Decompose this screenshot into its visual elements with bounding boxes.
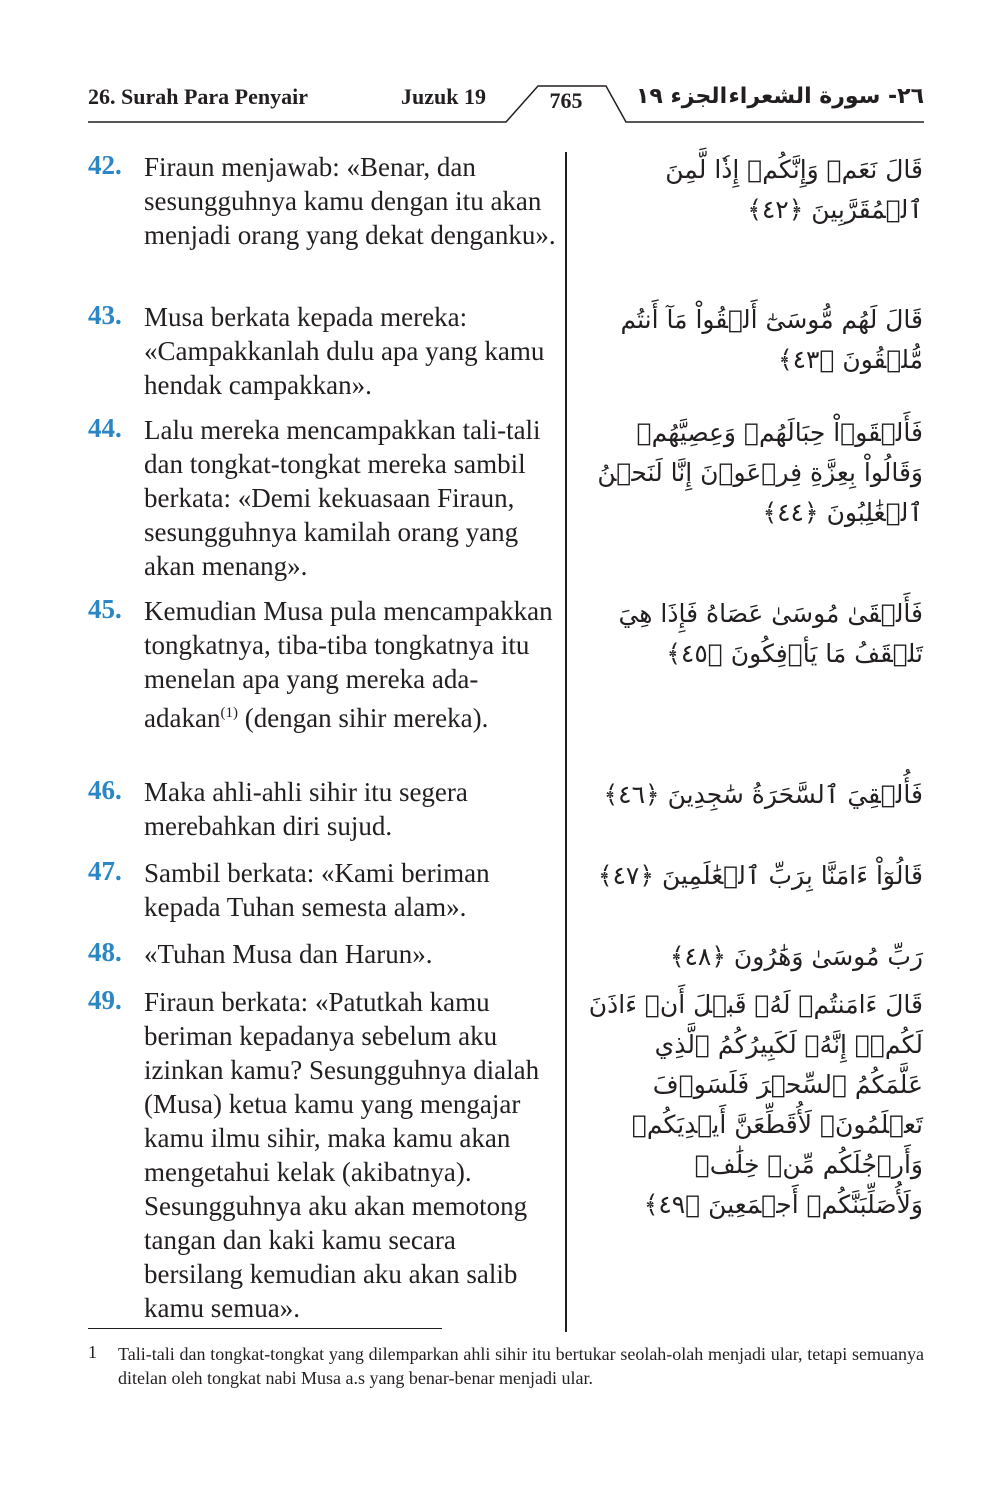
verse-44 [88, 413, 558, 583]
juzuk-label: Juzuk 19 [401, 84, 486, 109]
verse-number: 47. [88, 856, 122, 886]
verse-46-arabic: فَأُلۡقِيَ ٱلسَّحَرَةُ سَٰجِدِينَ ﴿٤٦﴾ [603, 780, 923, 809]
verse-47-arabic: قَالُوٓاْ ءَامَنَّا بِرَبِّ ٱلۡعَٰلَمِينَ ﴿٤٧﴾ [597, 861, 923, 890]
verse-43-arabic: قَالَ لَهُم مُّوسَىٰٓ أَلۡقُواْ مَآ أَنتُم مُّلۡقُونَ ﴿٤٣﴾ [620, 305, 923, 374]
verse-42-arabic: قَالَ نَعَمۡ وَإِنَّكُمۡ إِذٗا لَّمِنَ ٱلۡمُقَرَّبِينَ ﴿٤٢﴾ [665, 155, 923, 224]
surah-title-latin: 26. Surah Para Penyair [88, 84, 308, 109]
verse-translation: Kemudian Musa pula mencampakkan tongkatnya, tiba-tiba tongkatnya itu menelan apa yang mereka ada-adakan$^{(1)}$ (dengan sihir mereka). [144, 596, 553, 733]
verse-translation: Musa berkata kepada mereka: «Campakkanlah dulu apa yang kamu hendak campakkan». [144, 302, 545, 400]
verse-number: 46. [88, 775, 122, 805]
verse-44-arabic: فَأَلۡقَوۡاْ حِبَالَهُمۡ وَعِصِيَّهُمۡ وَقَالُواْ بِعِزَّةِ فِرۡعَوۡنَ إِنَّا لَنَحۡنُ ٱلۡغَٰلِبُونَ ﴿٤٤﴾ [597, 418, 923, 527]
juz-label-arabic: الجزء ١٩ [636, 84, 728, 109]
verse-48-arabic: رَبِّ مُوسَىٰ وَهَٰرُونَ ﴿٤٨﴾ [669, 942, 923, 971]
verse-translation: «Tuhan Musa dan Harun». [144, 939, 433, 969]
surah-title-arabic: ٢٦- سورة الشعراء [728, 84, 924, 109]
verse-48 [88, 937, 558, 971]
footnote-text: Tali-tali dan tongkat-tongkat yang dilemparkan ahli sihir itu bertukar seolah-olah menjadi ular, tetapi semuanya ditelan oleh tongkat nabi Musa a.s yang benar-benar menjadi ular. [118, 1344, 924, 1388]
verse-42 [88, 150, 558, 252]
verse-translation: Lalu mereka mencampakkan tali-tali dan tongkat-tongkat mereka sambil berkata: «Demi kekuasaan Firaun, sesungguhnya kamilah orang yang akan menang». [144, 415, 541, 581]
verse-45 [88, 594, 558, 735]
verse-number: 49. [88, 985, 122, 1015]
verse-49 [88, 985, 558, 1325]
footnote-rule [88, 1328, 442, 1329]
verse-43 [88, 300, 558, 402]
verse-number: 44. [88, 413, 122, 443]
verse-translation: Firaun menjawab: «Benar, dan sesungguhnya kamu dengan itu akan menjadi orang yang dekat denganku». [144, 152, 556, 250]
verse-translation: Firaun berkata: «Patutkah kamu beriman kepadanya sebelum aku izinkan kamu? Sesungguhnya dialah (Musa) ketua kamu yang mengajar kamu ilmu sihir, maka kamu akan mengetahui kelak (akibatnya). Sesungguhnya aku akan memotong tangan dan kaki kamu secara bersilang kemudian aku akan salib kamu semua». [144, 987, 540, 1323]
footnote-marker[interactable]: (1) [220, 705, 238, 721]
verse-number: 43. [88, 300, 122, 330]
column-divider [565, 152, 567, 1332]
header-rule [88, 80, 924, 126]
verse-number: 45. [88, 594, 122, 624]
verse-47 [88, 856, 558, 924]
verse-translation: Sambil berkata: «Kami beriman kepada Tuhan semesta alam». [144, 858, 490, 922]
page-number: 765 [549, 88, 583, 113]
verse-49-arabic: قَالَ ءَامَنتُمۡ لَهُۥ قَبۡلَ أَنۡ ءَاذَنَ لَكُمۡۖ إِنَّهُۥ لَكَبِيرُكُمُ ٱلَّذِي عَلَّمَكُمُ ٱلسِّحۡرَ فَلَسَوۡفَ تَعۡلَمُونَۚ لَأُقَطِّعَنَّ أَيۡدِيَكُمۡ وَأَرۡجُلَكُم مِّنۡ خِلَٰفٖ وَلَأُصَلِّبَنَّكُمۡ أَجۡمَعِينَ ﴿٤٩﴾ [588, 990, 923, 1219]
verse-number: 48. [88, 937, 122, 967]
verse-translation: Maka ahli-ahli sihir itu segera merebahkan diri sujud. [144, 777, 468, 841]
footnote-number: 1 [88, 1342, 97, 1362]
verse-46 [88, 775, 558, 843]
verse-number: 42. [88, 150, 122, 180]
verse-45-arabic: فَأَلۡقَىٰ مُوسَىٰ عَصَاهُ فَإِذَا هِيَ تَلۡقَفُ مَا يَأۡفِكُونَ ﴿٤٥﴾ [618, 599, 923, 668]
